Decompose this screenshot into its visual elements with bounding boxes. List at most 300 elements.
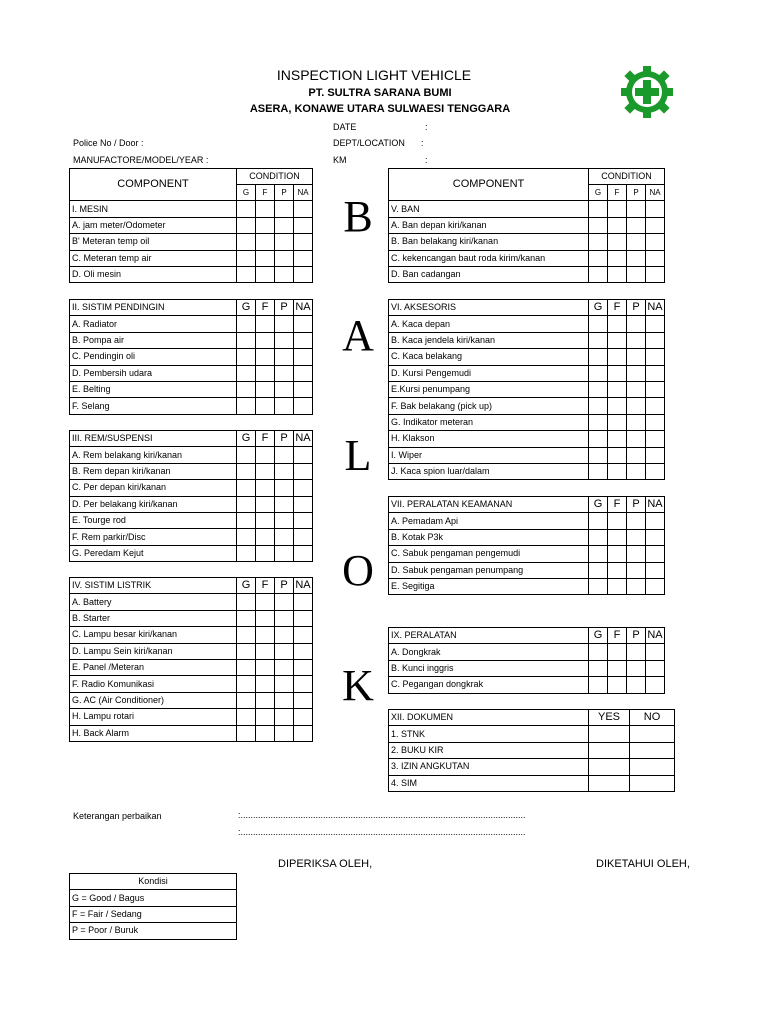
balok-letter-o: O bbox=[342, 546, 374, 595]
check-cell[interactable] bbox=[294, 643, 313, 659]
check-cell[interactable] bbox=[275, 365, 294, 381]
na-column-header: NA bbox=[646, 497, 665, 513]
check-cell[interactable] bbox=[237, 512, 256, 528]
keterangan-line-2[interactable]: :.................................................................................................................. bbox=[238, 827, 526, 837]
item-label: 4. SIM bbox=[389, 775, 589, 791]
check-cell[interactable] bbox=[275, 234, 294, 250]
check-cell[interactable] bbox=[256, 201, 275, 217]
dept-colon: : bbox=[421, 138, 424, 148]
check-cell[interactable] bbox=[275, 496, 294, 512]
date-colon: : bbox=[425, 122, 428, 132]
check-cell[interactable] bbox=[294, 676, 313, 692]
check-cell[interactable] bbox=[275, 266, 294, 282]
check-cell[interactable] bbox=[294, 709, 313, 725]
check-cell[interactable] bbox=[589, 463, 608, 479]
check-cell[interactable] bbox=[237, 643, 256, 659]
item-label: A. Battery bbox=[70, 594, 237, 610]
check-cell[interactable] bbox=[275, 381, 294, 397]
check-cell[interactable] bbox=[294, 463, 313, 479]
check-cell[interactable] bbox=[237, 349, 256, 365]
check-cell[interactable] bbox=[608, 316, 627, 332]
no-cell[interactable] bbox=[630, 742, 675, 758]
check-cell[interactable] bbox=[294, 692, 313, 708]
check-cell[interactable] bbox=[256, 480, 275, 496]
check-cell[interactable] bbox=[589, 562, 608, 578]
table-row bbox=[70, 332, 313, 348]
section-title: II. SISTIM PENDINGIN bbox=[70, 300, 237, 316]
check-cell[interactable] bbox=[237, 447, 256, 463]
check-cell[interactable] bbox=[256, 725, 275, 741]
gear-cross-logo-icon bbox=[612, 66, 682, 118]
item-label: C. kekencangan baut roda kirim/kanan bbox=[389, 250, 589, 266]
diketahui-label: DIKETAHUI OLEH, bbox=[596, 858, 690, 870]
table-row bbox=[70, 365, 313, 381]
check-cell[interactable] bbox=[627, 578, 646, 594]
check-cell[interactable] bbox=[237, 480, 256, 496]
check-cell[interactable] bbox=[627, 332, 646, 348]
right-table-safety bbox=[388, 496, 665, 595]
check-cell[interactable] bbox=[646, 463, 665, 479]
p-column-header: P bbox=[627, 497, 646, 513]
check-cell[interactable] bbox=[275, 676, 294, 692]
check-cell[interactable] bbox=[294, 529, 313, 545]
item-label: D. Lampu Sein kiri/kanan bbox=[70, 643, 237, 659]
check-cell[interactable] bbox=[294, 201, 313, 217]
check-cell[interactable] bbox=[256, 610, 275, 626]
f-header: F bbox=[256, 185, 275, 201]
check-cell[interactable] bbox=[256, 676, 275, 692]
check-cell[interactable] bbox=[275, 709, 294, 725]
check-cell[interactable] bbox=[589, 398, 608, 414]
check-cell[interactable] bbox=[294, 332, 313, 348]
check-cell[interactable] bbox=[237, 659, 256, 675]
item-label: H. Lampu rotari bbox=[70, 709, 237, 725]
check-cell[interactable] bbox=[589, 250, 608, 266]
check-cell[interactable] bbox=[608, 562, 627, 578]
item-label: B. Rem depan kiri/kanan bbox=[70, 463, 237, 479]
check-cell[interactable] bbox=[256, 512, 275, 528]
table-row bbox=[389, 562, 665, 578]
check-cell[interactable] bbox=[627, 217, 646, 233]
check-cell[interactable] bbox=[237, 381, 256, 397]
check-cell[interactable] bbox=[275, 447, 294, 463]
check-cell[interactable] bbox=[256, 234, 275, 250]
check-cell[interactable] bbox=[237, 496, 256, 512]
table-row bbox=[389, 266, 665, 282]
check-cell[interactable] bbox=[627, 529, 646, 545]
check-cell[interactable] bbox=[294, 659, 313, 675]
check-cell[interactable] bbox=[646, 316, 665, 332]
check-cell[interactable] bbox=[256, 463, 275, 479]
check-cell[interactable] bbox=[275, 725, 294, 741]
check-cell[interactable] bbox=[589, 513, 608, 529]
check-cell[interactable] bbox=[256, 381, 275, 397]
check-cell[interactable] bbox=[275, 250, 294, 266]
item-label: I. Wiper bbox=[389, 447, 589, 463]
check-cell[interactable] bbox=[646, 266, 665, 282]
yes-cell[interactable] bbox=[589, 742, 630, 758]
company-address: ASERA, KONAWE UTARA SULWAESI TENGGARA bbox=[249, 103, 511, 115]
check-cell[interactable] bbox=[256, 266, 275, 282]
g-column-header: G bbox=[589, 300, 608, 316]
check-cell[interactable] bbox=[646, 414, 665, 430]
yes-cell[interactable] bbox=[589, 775, 630, 791]
balok-letter-l: L bbox=[344, 431, 372, 480]
check-cell[interactable] bbox=[646, 398, 665, 414]
check-cell[interactable] bbox=[237, 266, 256, 282]
item-label: F. Selang bbox=[70, 398, 237, 414]
check-cell[interactable] bbox=[608, 431, 627, 447]
check-cell[interactable] bbox=[608, 447, 627, 463]
f-column-header: F bbox=[608, 628, 627, 644]
check-cell[interactable] bbox=[294, 610, 313, 626]
section-title: IX. PERALATAN bbox=[389, 628, 589, 644]
check-cell[interactable] bbox=[646, 234, 665, 250]
table-row bbox=[70, 512, 313, 528]
check-cell[interactable] bbox=[256, 659, 275, 675]
check-cell[interactable] bbox=[589, 217, 608, 233]
section-title: XII. DOKUMEN bbox=[389, 710, 589, 726]
check-cell[interactable] bbox=[275, 692, 294, 708]
check-cell[interactable] bbox=[627, 660, 646, 676]
check-cell[interactable] bbox=[237, 594, 256, 610]
check-cell[interactable] bbox=[256, 643, 275, 659]
check-cell[interactable] bbox=[256, 447, 275, 463]
check-cell[interactable] bbox=[256, 250, 275, 266]
check-cell[interactable] bbox=[256, 349, 275, 365]
check-cell[interactable] bbox=[589, 365, 608, 381]
table-row bbox=[70, 709, 313, 725]
check-cell[interactable] bbox=[294, 627, 313, 643]
check-cell[interactable] bbox=[294, 365, 313, 381]
kondisi-poor: P = Poor / Buruk bbox=[70, 923, 237, 939]
yes-cell[interactable] bbox=[589, 759, 630, 775]
check-cell[interactable] bbox=[589, 660, 608, 676]
keterangan-line-1[interactable]: :.................................................................................................................. bbox=[238, 810, 526, 820]
check-cell[interactable] bbox=[589, 234, 608, 250]
check-cell[interactable] bbox=[608, 381, 627, 397]
f-column-header: F bbox=[608, 497, 627, 513]
table-row bbox=[389, 726, 675, 742]
check-cell[interactable] bbox=[646, 332, 665, 348]
p-column-header: P bbox=[627, 300, 646, 316]
check-cell[interactable] bbox=[237, 234, 256, 250]
check-cell[interactable] bbox=[256, 332, 275, 348]
section-title: V. BAN bbox=[389, 201, 589, 217]
g-header: G bbox=[237, 185, 256, 201]
check-cell[interactable] bbox=[646, 677, 665, 693]
table-row bbox=[389, 217, 665, 233]
check-cell[interactable] bbox=[646, 546, 665, 562]
check-cell[interactable] bbox=[275, 349, 294, 365]
check-cell[interactable] bbox=[237, 627, 256, 643]
check-cell[interactable] bbox=[646, 217, 665, 233]
check-cell[interactable] bbox=[275, 512, 294, 528]
check-cell[interactable] bbox=[608, 546, 627, 562]
item-label: A. Pemadam Api bbox=[389, 513, 589, 529]
check-cell[interactable] bbox=[627, 266, 646, 282]
table-row bbox=[70, 643, 313, 659]
check-cell[interactable] bbox=[294, 234, 313, 250]
check-cell[interactable] bbox=[256, 529, 275, 545]
check-cell[interactable] bbox=[627, 316, 646, 332]
check-cell[interactable] bbox=[275, 217, 294, 233]
check-cell[interactable] bbox=[294, 398, 313, 414]
check-cell[interactable] bbox=[608, 578, 627, 594]
check-cell[interactable] bbox=[627, 365, 646, 381]
check-cell[interactable] bbox=[646, 381, 665, 397]
check-cell[interactable] bbox=[294, 316, 313, 332]
check-cell[interactable] bbox=[608, 365, 627, 381]
table-row bbox=[389, 365, 665, 381]
check-cell[interactable] bbox=[256, 365, 275, 381]
section-title: IV. SISTIM LISTRIK bbox=[70, 578, 237, 594]
check-cell[interactable] bbox=[237, 725, 256, 741]
table-row bbox=[389, 349, 665, 365]
left-table-electrical bbox=[69, 577, 313, 742]
table-row bbox=[389, 644, 665, 660]
check-cell[interactable] bbox=[627, 234, 646, 250]
table-row bbox=[389, 398, 665, 414]
check-cell[interactable] bbox=[646, 365, 665, 381]
check-cell[interactable] bbox=[237, 676, 256, 692]
check-cell[interactable] bbox=[589, 316, 608, 332]
check-cell[interactable] bbox=[589, 644, 608, 660]
check-cell[interactable] bbox=[627, 349, 646, 365]
kondisi-legend-table bbox=[69, 873, 237, 940]
check-cell[interactable] bbox=[275, 316, 294, 332]
check-cell[interactable] bbox=[294, 266, 313, 282]
check-cell[interactable] bbox=[275, 659, 294, 675]
check-cell[interactable] bbox=[608, 266, 627, 282]
no-cell[interactable] bbox=[630, 775, 675, 791]
check-cell[interactable] bbox=[294, 496, 313, 512]
check-cell[interactable] bbox=[627, 463, 646, 479]
g-column-header: G bbox=[237, 431, 256, 447]
item-label: B. Kunci inggris bbox=[389, 660, 589, 676]
check-cell[interactable] bbox=[237, 316, 256, 332]
item-label: B' Meteran temp oil bbox=[70, 234, 237, 250]
item-label: B. Pompa air bbox=[70, 332, 237, 348]
check-cell[interactable] bbox=[589, 431, 608, 447]
check-cell[interactable] bbox=[275, 627, 294, 643]
table-row bbox=[389, 529, 665, 545]
table-row bbox=[389, 332, 665, 348]
check-cell[interactable] bbox=[294, 512, 313, 528]
check-cell[interactable] bbox=[627, 398, 646, 414]
date-label: DATE bbox=[333, 122, 357, 132]
check-cell[interactable] bbox=[237, 610, 256, 626]
check-cell[interactable] bbox=[294, 480, 313, 496]
check-cell[interactable] bbox=[275, 463, 294, 479]
check-cell[interactable] bbox=[237, 201, 256, 217]
check-cell[interactable] bbox=[256, 398, 275, 414]
check-cell[interactable] bbox=[608, 677, 627, 693]
check-cell[interactable] bbox=[608, 529, 627, 545]
check-cell[interactable] bbox=[275, 545, 294, 561]
check-cell[interactable] bbox=[275, 610, 294, 626]
p-column-header: P bbox=[275, 578, 294, 594]
check-cell[interactable] bbox=[275, 594, 294, 610]
check-cell[interactable] bbox=[589, 349, 608, 365]
check-cell[interactable] bbox=[589, 414, 608, 430]
check-cell[interactable] bbox=[627, 250, 646, 266]
item-label: C. Sabuk pengaman pengemudi bbox=[389, 546, 589, 562]
left-table-brakes bbox=[69, 430, 313, 562]
check-cell[interactable] bbox=[627, 381, 646, 397]
check-cell[interactable] bbox=[256, 692, 275, 708]
table-row bbox=[70, 545, 313, 561]
check-cell[interactable] bbox=[646, 578, 665, 594]
check-cell[interactable] bbox=[256, 709, 275, 725]
check-cell[interactable] bbox=[294, 217, 313, 233]
check-cell[interactable] bbox=[589, 332, 608, 348]
check-cell[interactable] bbox=[627, 677, 646, 693]
check-cell[interactable] bbox=[237, 545, 256, 561]
table-row bbox=[389, 513, 665, 529]
check-cell[interactable] bbox=[608, 332, 627, 348]
check-cell[interactable] bbox=[608, 234, 627, 250]
table-row bbox=[389, 234, 665, 250]
check-cell[interactable] bbox=[275, 529, 294, 545]
check-cell[interactable] bbox=[237, 529, 256, 545]
check-cell[interactable] bbox=[646, 660, 665, 676]
check-cell[interactable] bbox=[589, 529, 608, 545]
check-cell[interactable] bbox=[294, 250, 313, 266]
check-cell[interactable] bbox=[627, 431, 646, 447]
check-cell[interactable] bbox=[646, 529, 665, 545]
table-row bbox=[70, 463, 313, 479]
right-component-table bbox=[388, 168, 665, 283]
check-cell[interactable] bbox=[608, 463, 627, 479]
check-cell[interactable] bbox=[608, 250, 627, 266]
table-row bbox=[70, 398, 313, 414]
check-cell[interactable] bbox=[589, 447, 608, 463]
na-header: NA bbox=[294, 185, 313, 201]
check-cell[interactable] bbox=[608, 201, 627, 217]
yes-cell[interactable] bbox=[589, 726, 630, 742]
keterangan-label: Keterangan perbaikan bbox=[73, 811, 162, 821]
item-label: A. Radiator bbox=[70, 316, 237, 332]
item-label: A. Ban depan kiri/kanan bbox=[389, 217, 589, 233]
check-cell[interactable] bbox=[608, 513, 627, 529]
check-cell[interactable] bbox=[608, 349, 627, 365]
check-cell[interactable] bbox=[627, 546, 646, 562]
dept-label: DEPT/LOCATION bbox=[333, 138, 405, 148]
check-cell[interactable] bbox=[646, 431, 665, 447]
check-cell[interactable] bbox=[294, 545, 313, 561]
check-cell[interactable] bbox=[589, 578, 608, 594]
no-cell[interactable] bbox=[630, 759, 675, 775]
check-cell[interactable] bbox=[237, 398, 256, 414]
check-cell[interactable] bbox=[627, 513, 646, 529]
table-row bbox=[70, 217, 313, 233]
check-cell[interactable] bbox=[646, 201, 665, 217]
check-cell[interactable] bbox=[608, 398, 627, 414]
check-cell[interactable] bbox=[608, 217, 627, 233]
table-row bbox=[70, 349, 313, 365]
check-cell[interactable] bbox=[275, 643, 294, 659]
left-component-table bbox=[69, 168, 313, 283]
check-cell[interactable] bbox=[275, 332, 294, 348]
check-cell[interactable] bbox=[275, 201, 294, 217]
no-cell[interactable] bbox=[630, 726, 675, 742]
check-cell[interactable] bbox=[608, 644, 627, 660]
check-cell[interactable] bbox=[646, 644, 665, 660]
check-cell[interactable] bbox=[275, 480, 294, 496]
section-title: VI. AKSESORIS bbox=[389, 300, 589, 316]
check-cell[interactable] bbox=[237, 692, 256, 708]
check-cell[interactable] bbox=[627, 562, 646, 578]
item-label: A. Rem belakang kiri/kanan bbox=[70, 447, 237, 463]
table-row bbox=[70, 594, 313, 610]
check-cell[interactable] bbox=[646, 250, 665, 266]
check-cell[interactable] bbox=[275, 398, 294, 414]
check-cell[interactable] bbox=[237, 332, 256, 348]
table-row bbox=[70, 692, 313, 708]
kondisi-fair: F = Fair / Sedang bbox=[70, 906, 237, 922]
check-cell[interactable] bbox=[589, 266, 608, 282]
check-cell[interactable] bbox=[256, 594, 275, 610]
item-label: H. Klakson bbox=[389, 431, 589, 447]
check-cell[interactable] bbox=[256, 316, 275, 332]
check-cell[interactable] bbox=[608, 660, 627, 676]
km-colon: : bbox=[425, 155, 428, 165]
check-cell[interactable] bbox=[237, 709, 256, 725]
check-cell[interactable] bbox=[646, 562, 665, 578]
check-cell[interactable] bbox=[256, 217, 275, 233]
table-row bbox=[389, 316, 665, 332]
item-label: 3. IZIN ANGKUTAN bbox=[389, 759, 589, 775]
check-cell[interactable] bbox=[646, 513, 665, 529]
check-cell[interactable] bbox=[589, 201, 608, 217]
check-cell[interactable] bbox=[256, 627, 275, 643]
police-label: Police No / Door : bbox=[73, 138, 144, 148]
table-row bbox=[70, 381, 313, 397]
check-cell[interactable] bbox=[294, 381, 313, 397]
table-row bbox=[389, 381, 665, 397]
check-cell[interactable] bbox=[294, 725, 313, 741]
check-cell[interactable] bbox=[627, 644, 646, 660]
check-cell[interactable] bbox=[237, 217, 256, 233]
check-cell[interactable] bbox=[589, 381, 608, 397]
check-cell[interactable] bbox=[237, 365, 256, 381]
item-label: E. Belting bbox=[70, 381, 237, 397]
f-column-header: F bbox=[256, 431, 275, 447]
check-cell[interactable] bbox=[294, 594, 313, 610]
check-cell[interactable] bbox=[294, 349, 313, 365]
table-row bbox=[389, 660, 665, 676]
kondisi-good: G = Good / Bagus bbox=[70, 890, 237, 906]
check-cell[interactable] bbox=[589, 546, 608, 562]
check-cell[interactable] bbox=[646, 447, 665, 463]
check-cell[interactable] bbox=[237, 463, 256, 479]
item-label: E.Kursi penumpang bbox=[389, 381, 589, 397]
check-cell[interactable] bbox=[646, 349, 665, 365]
check-cell[interactable] bbox=[237, 250, 256, 266]
check-cell[interactable] bbox=[627, 201, 646, 217]
check-cell[interactable] bbox=[256, 545, 275, 561]
item-label: C. Meteran temp air bbox=[70, 250, 237, 266]
check-cell[interactable] bbox=[294, 447, 313, 463]
item-label: D. Per belakang kiri/kanan bbox=[70, 496, 237, 512]
check-cell[interactable] bbox=[627, 447, 646, 463]
check-cell[interactable] bbox=[256, 496, 275, 512]
table-row bbox=[70, 250, 313, 266]
check-cell[interactable] bbox=[627, 414, 646, 430]
check-cell[interactable] bbox=[608, 414, 627, 430]
check-cell[interactable] bbox=[589, 677, 608, 693]
